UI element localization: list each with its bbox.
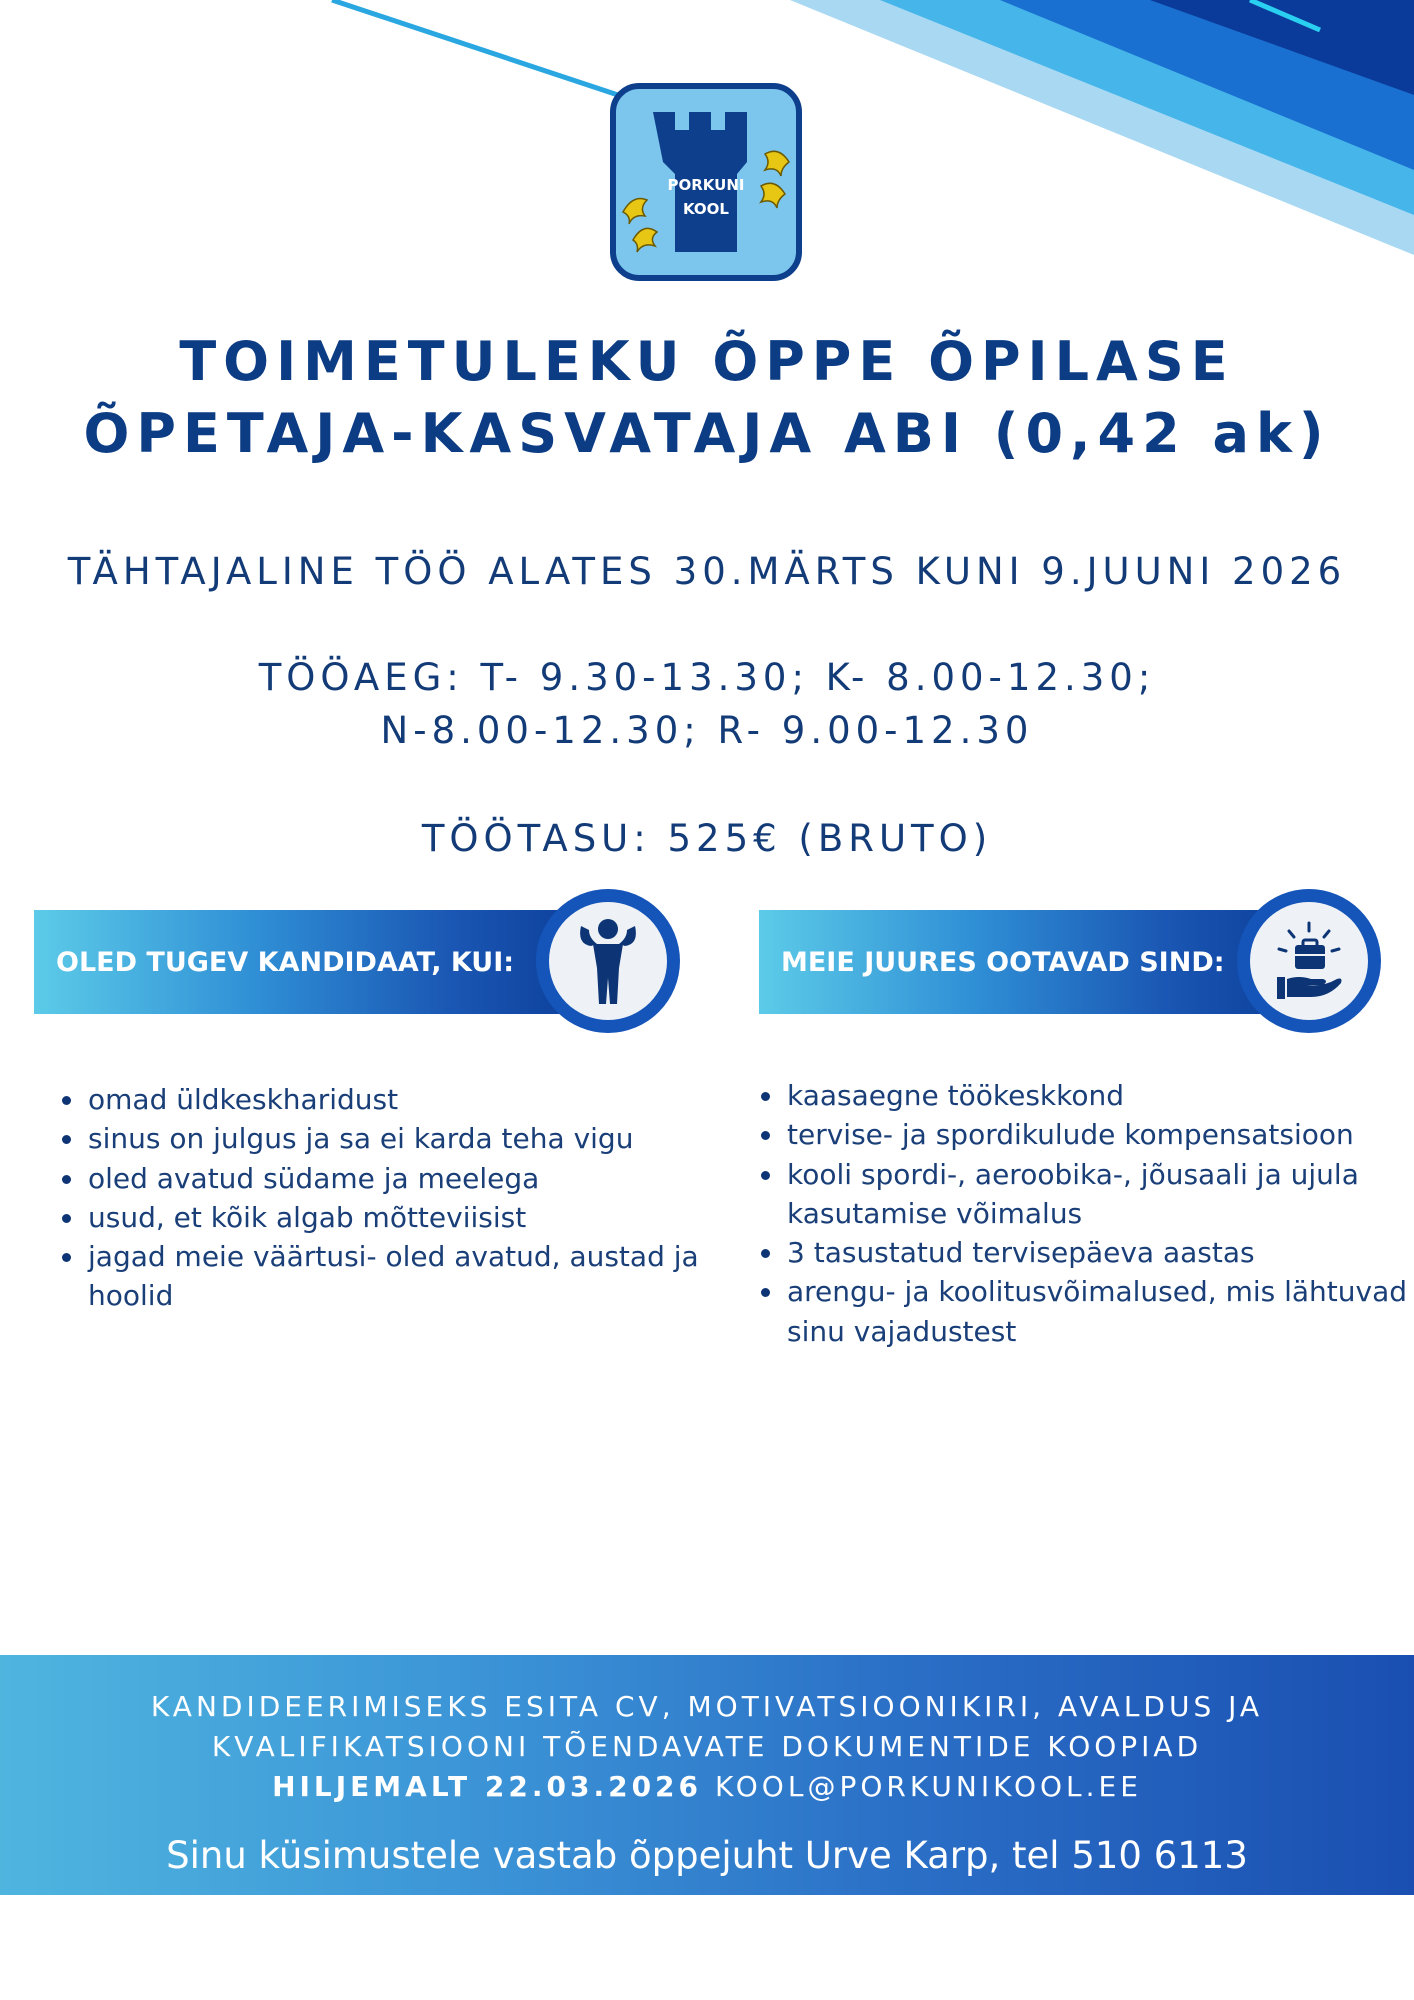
school-logo <box>609 82 803 282</box>
list-item: sinus on julgus ja sa ei karda teha vigu <box>88 1119 708 1158</box>
blue-stripe <box>1000 0 1414 170</box>
list-item: omad üldkeskharidust <box>88 1080 708 1119</box>
list-item: kooli spordi-, aeroobika-, jõusaali ja ujula kasutamise võimalus <box>787 1155 1414 1234</box>
work-time-line2: N-8.00-12.30; R- 9.00-12.30 <box>380 709 1034 752</box>
list-item: kaasaegne töökeskkond <box>787 1076 1414 1115</box>
application-footer <box>0 1655 1414 1895</box>
contact-info: Sinu küsimustele vastab õppejuht Urve Karp, tel 510 6113 <box>166 1834 1248 1877</box>
thin-diagonal-line <box>332 0 618 95</box>
apply-line2: KVALIFIKATSIOONI TÕENDAVATE DOKUMENTIDE KOOPIAD <box>211 1730 1203 1763</box>
title-line1: TOIMETULEKU ÕPPE ÕPILASE <box>179 330 1235 393</box>
mid-stripe <box>880 0 1414 215</box>
list-item: arengu- ja koolitusvõimalused, mis lähtuvad sinu vajadustest <box>787 1272 1414 1351</box>
dark-stripe <box>1150 0 1414 95</box>
apply-line3 <box>0 1767 1414 1807</box>
deadline: HILJEMALT 22.03.2026 <box>272 1770 703 1803</box>
hand-briefcase-icon <box>1267 919 1351 1003</box>
light-stripe <box>790 0 1414 255</box>
application-instructions <box>0 1687 1414 1807</box>
list-item: oled avatud südame ja meelega <box>88 1159 708 1198</box>
benefits-heading: MEIE JUURES OOTAVAD SIND: <box>781 946 1225 978</box>
logo-text-line1: PORKUNI <box>667 176 745 194</box>
candidate-requirements-header <box>34 910 594 1014</box>
work-time-line1: TÖÖAEG: T- 9.30-13.30; K- 8.00-12.30; <box>258 656 1156 699</box>
list-item: jagad meie väärtusi- oled avatud, austad ja hoolid <box>88 1237 708 1316</box>
apply-line1: KANDIDEERIMISEKS ESITA CV, MOTIVATSIOONIKIRI, AVALDUS JA <box>150 1690 1264 1723</box>
employment-period: TÄHTAJALINE TÖÖ ALATES 30.MÄRTS KUNI 9.JUUNI 2026 <box>67 550 1347 593</box>
page-title <box>0 326 1414 470</box>
list-item: tervise- ja spordikulude kompensatsioon <box>787 1115 1414 1154</box>
requirements-list <box>58 1080 708 1316</box>
list-item: usud, et kõik algab mõtteviisist <box>88 1198 708 1237</box>
benefits-list <box>757 1076 1414 1351</box>
candidate-requirements-heading: OLED TUGEV KANDIDAAT, KUI: <box>56 946 515 978</box>
accent-line <box>1250 0 1320 30</box>
email-link[interactable]: KOOL@PORKUNIKOOL.EE <box>714 1770 1142 1803</box>
strong-person-badge <box>536 889 680 1033</box>
work-time <box>0 651 1414 757</box>
logo-text-line2: KOOL <box>682 200 730 218</box>
benefits-header <box>759 910 1304 1014</box>
tower-crest-icon <box>609 82 803 282</box>
salary: TÖÖTASU: 525€ (BRUTO) <box>421 817 993 860</box>
strong-person-icon <box>573 916 643 1006</box>
list-item: 3 tasustatud tervisepäeva aastas <box>787 1233 1414 1272</box>
title-line2: ÕPETAJA-KASVATAJA ABI (0,42 ak) <box>83 402 1331 465</box>
hand-briefcase-badge <box>1237 889 1381 1033</box>
